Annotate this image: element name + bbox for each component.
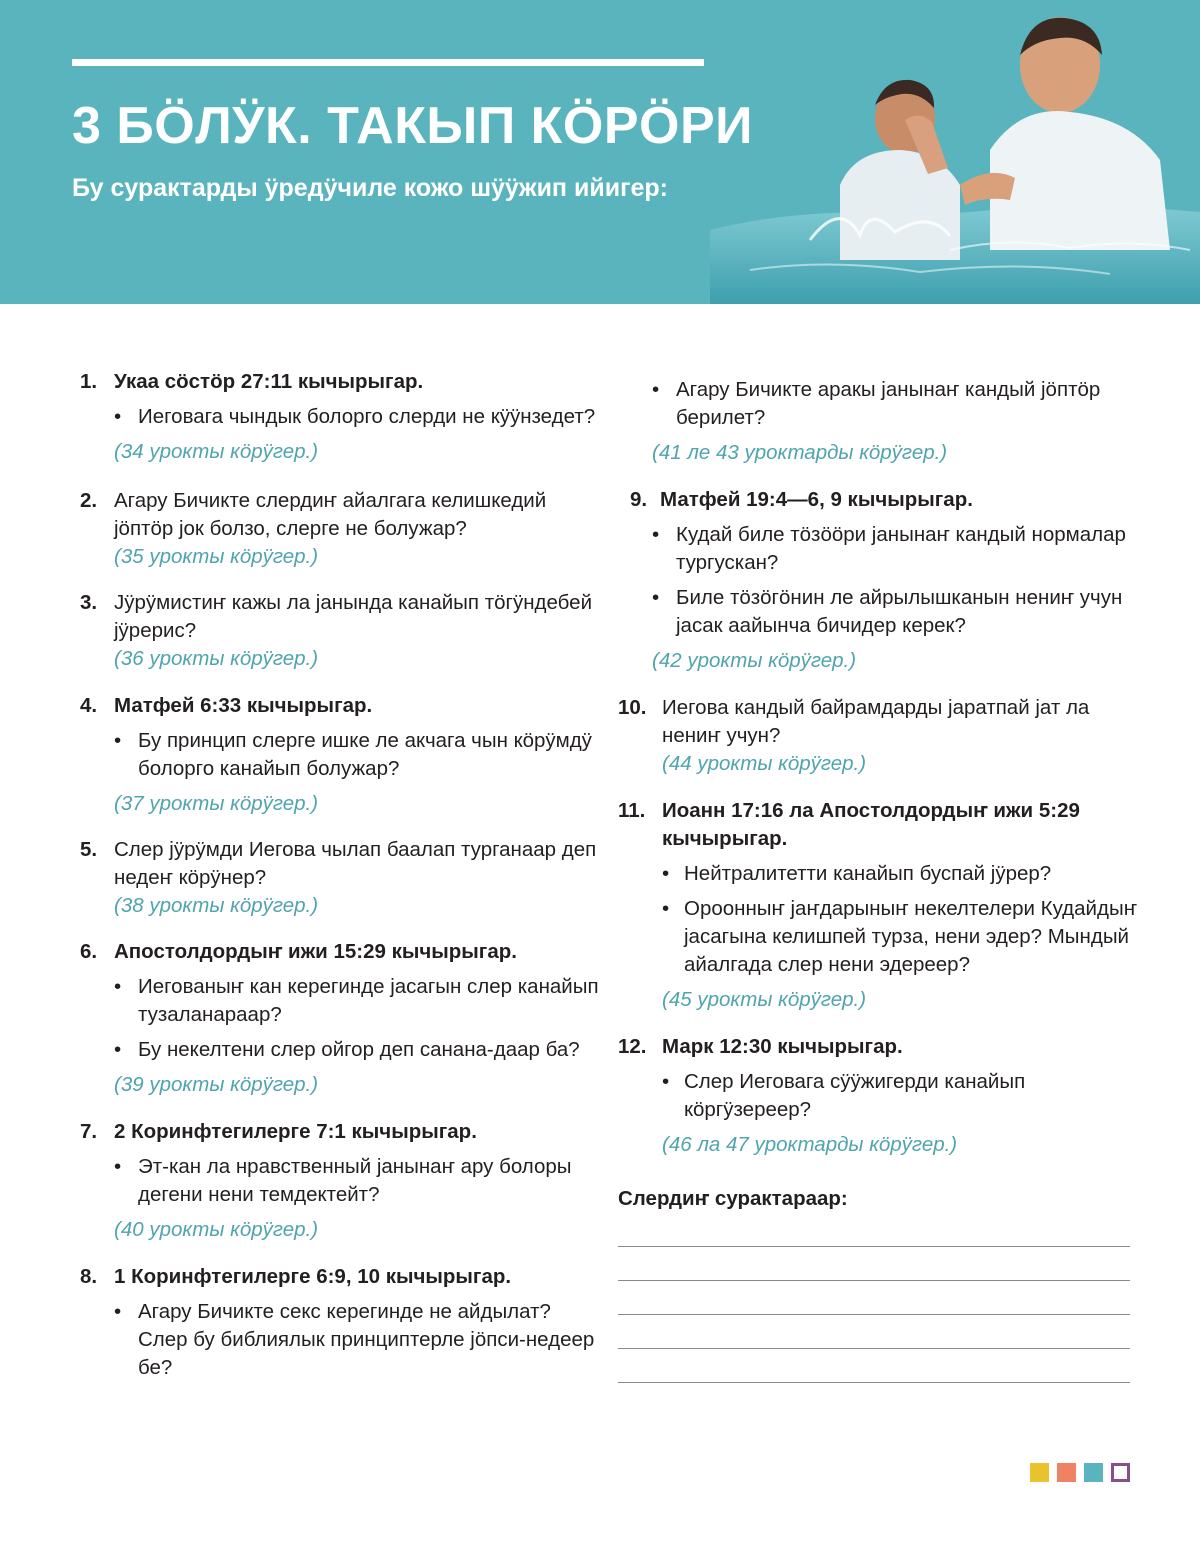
section-square-current	[1111, 1463, 1130, 1482]
question-number: 5.	[80, 838, 98, 861]
section-square-1	[1030, 1463, 1049, 1482]
lesson-reference: (45 урокты кöрӱгер.)	[662, 988, 867, 1011]
question-text: Јӱрӱмистиҥ кажы ла јанында канайып тöгӱндебей јӱрерис?	[114, 591, 593, 642]
answer-line[interactable]	[618, 1382, 1130, 1383]
question-9: 9. Матфей 19:4—6, 9 кычырыгар. • Кудай биле тöзööри јанынаҥ кандый нормалар тургускан? • Биле тöзöгöнин ле айрылышканын нениҥ учун јасак аайынча бичидер керек? (42 урокты кöрӱгер.)	[618, 486, 1138, 675]
question-number: 1.	[80, 370, 98, 393]
sub-question: Эт-кан ла нравственный јанынаҥ ару болоры дегени нени темдектейт?	[138, 1155, 572, 1206]
page-title: 3 БÖЛӰК. ТАКЫП КÖРÖРИ	[72, 97, 754, 155]
section-square-3	[1084, 1463, 1103, 1482]
question-11: 11. Иоанн 17:16 ла Апостолдордыҥ ижи 5:29 кычырыгар. • Нейтралитетти канайып буспай јӱрер? • Ороонныҥ јаҥдарыныҥ некелтелери Кудайдыҥ јасагына келишпей турза, нени эдер? Мындый айалгада слер нени эдереер? (45 урокты кöрӱгер.)	[618, 797, 1138, 1014]
section-indicator	[1030, 1463, 1130, 1482]
header-banner	[0, 0, 1200, 304]
question-10	[618, 694, 1138, 778]
question-text: Иегова кандый байрамдарды јаратпай јат ла нениҥ учун?	[662, 696, 1090, 747]
sub-question: Агару Бичикте аракы јанынаҥ кандый јöптöр берилет?	[676, 378, 1101, 429]
lesson-reference: (39 урокты кöрӱгер.)	[114, 1073, 319, 1096]
question-1: 1. Укаа сöстöр 27:11 кычырыгар. • Иеговага чындык болорго слерди не кӱӱнзедет? (34 урокты кöрӱгер.)	[80, 368, 600, 466]
question-number: 2.	[80, 489, 98, 512]
sub-question: Ороонныҥ јаҥдарыныҥ некелтелери Кудайдыҥ јасагына келишпей турза, нени эдер? Мындый айалгада слер нени эдереер?	[684, 897, 1137, 976]
question-number: 11.	[618, 799, 646, 822]
sub-question: Биле тöзöгöнин ле айрылышканын нениҥ учун јасак аайынча бичидер керек?	[676, 586, 1123, 637]
lesson-reference: (34 урокты кöрӱгер.)	[114, 440, 319, 463]
question-12: 12. Марк 12:30 кычырыгар. • Слер Иеговага сӱӱжигерди канайып кöргӱзереер? (46 ла 47 уроктарды кöрӱгер.)	[618, 1033, 1138, 1159]
lesson-reference: (36 урокты кöрӱгер.)	[114, 647, 319, 670]
question-number: 4.	[80, 694, 98, 717]
answer-line[interactable]	[618, 1348, 1130, 1349]
question-text: Укаа сöстöр 27:11 кычырыгар.	[114, 370, 424, 393]
question-number: 9.	[630, 488, 648, 511]
question-number: 6.	[80, 940, 98, 963]
header-rule	[72, 59, 704, 66]
question-number: 8.	[80, 1265, 98, 1288]
lesson-reference: (46 ла 47 уроктарды кöрӱгер.)	[662, 1133, 958, 1156]
page-subtitle: Бу сурактарды ӱредӱчиле кожо шӱӱжип ийигер:	[72, 174, 668, 202]
lesson-reference: (44 урокты кöрӱгер.)	[662, 752, 867, 775]
question-5	[80, 836, 600, 920]
question-2	[80, 487, 600, 571]
answer-line[interactable]	[618, 1314, 1130, 1315]
sub-question: Кудай биле тöзööри јанынаҥ кандый нормалар тургускан?	[676, 523, 1126, 574]
question-8-continued: • Агару Бичикте аракы јанынаҥ кандый јöптöр берилет? (41 ле 43 уроктарды кöрӱгер.)	[618, 376, 1138, 467]
question-text: Слер јӱрӱмди Иегова чылап баалап турганаар деп недеҥ кöрӱнер?	[114, 838, 597, 889]
answer-line[interactable]	[618, 1280, 1130, 1281]
sub-question: Иегованыҥ кан керегинде јасагын слер канайып тузаланараар?	[138, 975, 599, 1026]
question-4: 4. Матфей 6:33 кычырыгар. • Бу принцип слерге ишке ле акчага чын кöрӱмдӱ болорго канайып болужар? (37 урокты кöрӱгер.)	[80, 692, 600, 818]
question-text: Матфей 19:4—6, 9 кычырыгар.	[660, 488, 973, 511]
section-square-2	[1057, 1463, 1076, 1482]
question-number: 10.	[618, 696, 647, 719]
sub-question: Нейтралитетти канайып буспай јӱрер?	[684, 862, 1052, 885]
lesson-reference: (40 урокты кöрӱгер.)	[114, 1218, 319, 1241]
lesson-reference: (35 урокты кöрӱгер.)	[114, 545, 319, 568]
sub-question: Иеговага чындык болорго слерди не кӱӱнзедет?	[138, 405, 596, 428]
sub-question: Бу некелтени слер ойгор деп санана-даар ба?	[138, 1038, 580, 1061]
sub-question: Агару Бичикте секс керегинде не айдылат? Слер бу библиялык принциптерле јöпси-недеер бе?	[138, 1300, 595, 1379]
lesson-reference: (38 урокты кöрӱгер.)	[114, 894, 319, 917]
question-text: 2 Коринфтегилерге 7:1 кычырыгар.	[114, 1120, 477, 1143]
question-number: 3.	[80, 591, 98, 614]
question-text: Марк 12:30 кычырыгар.	[662, 1035, 903, 1058]
sub-question: Бу принцип слерге ишке ле акчага чын кöрӱмдӱ болорго канайып болужар?	[138, 729, 592, 780]
question-number: 12.	[618, 1035, 647, 1058]
question-8: 8. 1 Коринфтегилерге 6:9, 10 кычырыгар. • Агару Бичикте секс керегинде не айдылат? Слер бу библиялык принциптерле јöпси-недеер бе?	[80, 1265, 595, 1379]
question-7: 7. 2 Коринфтегилерге 7:1 кычырыгар. • Эт-кан ла нравственный јанынаҥ ару болоры дегени нени темдектейт? (40 урокты кöрӱгер.)	[80, 1118, 600, 1244]
sub-question: Слер Иеговага сӱӱжигерди канайып кöргӱзереер?	[684, 1070, 1026, 1121]
question-3	[80, 589, 600, 673]
answer-line[interactable]	[618, 1246, 1130, 1247]
question-text: 1 Коринфтегилерге 6:9, 10 кычырыгар.	[114, 1265, 512, 1288]
question-text: Апостолдордыҥ ижи 15:29 кычырыгар.	[114, 940, 517, 963]
questions-right-column	[618, 376, 1138, 1383]
lesson-reference: (42 урокты кöрӱгер.)	[652, 649, 857, 672]
question-number: 7.	[80, 1120, 98, 1143]
question-text: Агару Бичикте слердиҥ айалгага келишкедий јöптöр јок болзо, слерге не болужар?	[114, 489, 547, 540]
question-text: Матфей 6:33 кычырыгар.	[114, 694, 373, 717]
lesson-reference: (41 ле 43 уроктарды кöрӱгер.)	[652, 441, 948, 464]
your-questions-title: Слердиҥ сурактараар:	[618, 1187, 848, 1210]
baptism-illustration	[690, 0, 1200, 304]
questions-left-column	[80, 368, 600, 1382]
question-6: 6. Апостолдордыҥ ижи 15:29 кычырыгар. • Иегованыҥ кан керегинде јасагын слер канайып тузаланараар? • Бу некелтени слер ойгор деп санана-даар ба? (39 урокты кöрӱгер.)	[80, 938, 600, 1099]
question-text: Иоанн 17:16 ла Апостолдордыҥ ижи 5:29 кычырыгар.	[662, 799, 1080, 850]
lesson-reference: (37 урокты кöрӱгер.)	[114, 792, 319, 815]
